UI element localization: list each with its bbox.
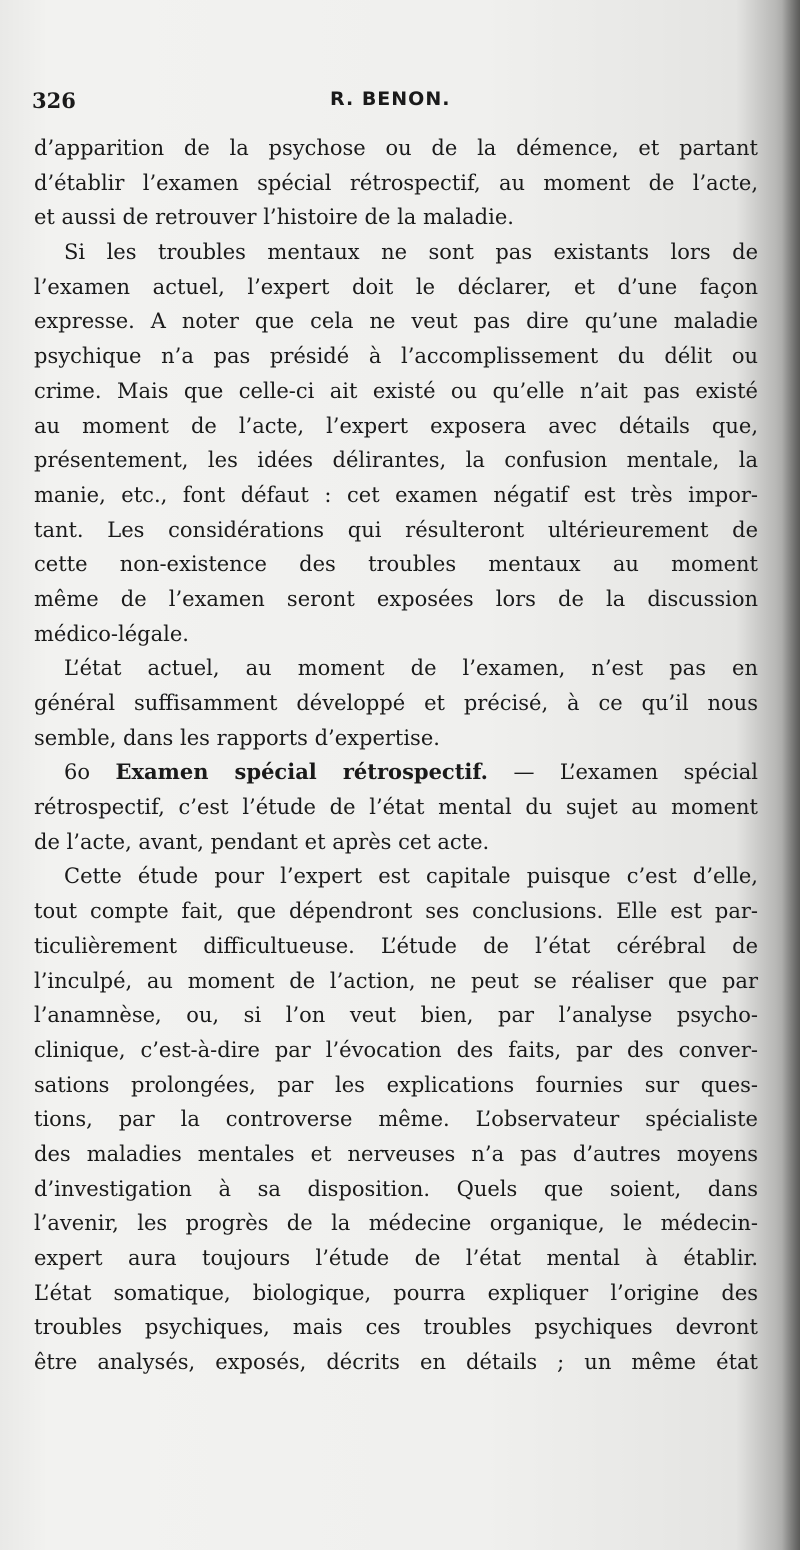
text-line: manie, etc., font défaut : cet examen négatif est très impor- xyxy=(34,482,758,507)
text-line: crime. Mais que celle-ci ait existé ou qu’elle n’ait pas existé xyxy=(34,378,758,403)
text-line: Si les troubles mentaux ne sont pas existants lors de xyxy=(64,240,758,265)
text-line: expert aura toujours l’étude de l’état mental à établir. xyxy=(34,1246,758,1270)
text-line: médico-légale. xyxy=(34,621,189,646)
text-line: sations prolongées, par les explications fournies sur ques- xyxy=(34,1072,758,1097)
section-number: 6o xyxy=(64,760,91,785)
text-line: d’établir l’examen spécial rétrospectif, au moment de l’acte, xyxy=(34,170,758,195)
text-line: d’investigation à sa disposition. Quels que soient, dans xyxy=(34,1176,758,1201)
text-line: même de l’examen seront exposées lors de la discussion xyxy=(34,586,758,611)
text-line: clinique, c’est-à-dire par l’évocation des faits, par des conver- xyxy=(34,1037,758,1062)
section-title: Examen spécial rétrospectif. xyxy=(115,759,488,785)
text-line: expresse. A noter que cela ne veut pas dire qu’une maladie xyxy=(34,309,758,334)
text-line: d’apparition de la psychose ou de la démence, et partant xyxy=(34,136,758,160)
page-number: 326 xyxy=(32,88,76,113)
section-text: L’examen spécial xyxy=(559,760,758,785)
page-gutter-shadow xyxy=(782,0,800,1550)
text-line: l’avenir, les progrès de la médecine organique, le médecin- xyxy=(34,1211,758,1236)
text-line: de l’acte, avant, pendant et après cet acte. xyxy=(34,829,490,854)
body-text xyxy=(34,131,758,1380)
text-line: tions, par la controverse même. L’observateur spécialiste xyxy=(34,1107,758,1132)
text-line: troubles psychiques, mais ces troubles psychiques devront xyxy=(34,1315,758,1340)
text-line: présentement, les idées délirantes, la confusion mentale, la xyxy=(34,448,758,473)
text-line: et aussi de retrouver l’histoire de la maladie. xyxy=(34,205,514,230)
text-line: L’état actuel, au moment de l’examen, n’est pas en xyxy=(64,656,758,681)
text-line: l’examen actuel, l’expert doit le déclarer, et d’une façon xyxy=(34,274,758,299)
text-line: cette non-existence des troubles mentaux au moment xyxy=(34,552,758,577)
text-line: être analysés, exposés, décrits en détails ; un même état xyxy=(34,1350,758,1375)
text-line: l’anamnèse, ou, si l’on veut bien, par l’analyse psycho- xyxy=(34,1003,758,1028)
text-line: L’état somatique, biologique, pourra expliquer l’origine des xyxy=(34,1280,758,1305)
text-line: tant. Les considérations qui résulteront ultérieurement de xyxy=(34,517,758,542)
text-line: tout compte fait, que dépendront ses conclusions. Elle est par- xyxy=(34,899,758,924)
text-line: général suffisamment développé et précisé, à ce qu’il nous xyxy=(34,691,758,715)
text-line: des maladies mentales et nerveuses n’a pas d’autres moyens xyxy=(34,1141,758,1166)
text-line: semble, dans les rapports d’expertise. xyxy=(34,725,440,750)
text-line: rétrospectif, c’est l’étude de l’état mental du sujet au moment xyxy=(34,795,758,820)
text-line: Cette étude pour l’expert est capitale puisque c’est d’elle, xyxy=(64,864,758,889)
text-line: au moment de l’acte, l’expert exposera avec détails que, xyxy=(34,413,758,438)
section-dash: — xyxy=(488,760,560,785)
page-header xyxy=(32,88,752,118)
section-heading-line xyxy=(34,755,758,790)
text-line: psychique n’a pas présidé à l’accomplissement du délit ou xyxy=(34,344,758,369)
text-line: ticulièrement difficultueuse. L’étude de l’état cérébral de xyxy=(34,933,758,958)
running-head: R. BENON. xyxy=(330,88,451,110)
text-line: l’inculpé, au moment de l’action, ne peut se réaliser que par xyxy=(34,968,758,993)
